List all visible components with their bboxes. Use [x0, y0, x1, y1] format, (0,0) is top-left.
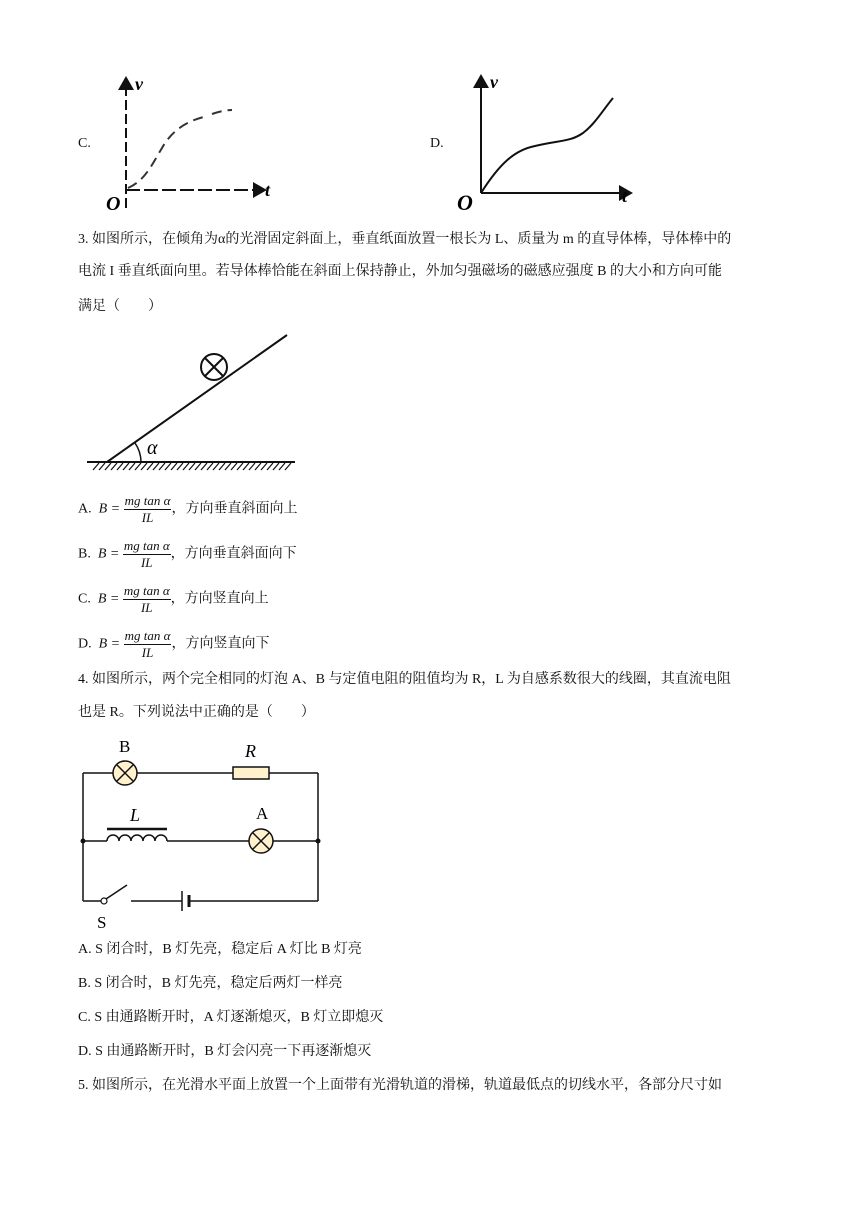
- q3-incline-figure: [85, 330, 305, 470]
- v-axis-label: v: [490, 72, 498, 92]
- q3-option-b: B. B = $\frac{\text{mg tan α}}{IL}$ ，方向垂直斜面向下: [78, 538, 297, 570]
- angle-arc: [135, 443, 141, 462]
- v-axis-label: v: [135, 74, 143, 94]
- q4-option-a: A. S 闭合时，B 灯先亮，稳定后 A 灯比 B 灯亮: [78, 942, 362, 957]
- inductor-coil: [107, 835, 167, 841]
- origin-label: O: [106, 193, 121, 215]
- resistor-r: [233, 767, 269, 779]
- velocity-curve-c: [128, 110, 232, 188]
- switch-label: S: [97, 913, 107, 932]
- junction-left: [81, 839, 86, 844]
- q2-graph-c: [100, 68, 280, 218]
- ground-hatching: [93, 463, 291, 470]
- velocity-curve-d: [481, 98, 613, 193]
- q4-text-line1: 4. 如图所示，两个完全相同的灯泡 A、B 与定值电阻的阻值均为 R，L 为自感系数很大的线圈，其直流电阻: [78, 672, 731, 687]
- angle-label: α: [147, 437, 158, 459]
- bulb-a: [249, 829, 273, 853]
- q4-option-b: B. S 闭合时，B 灯先亮，稳定后两灯一样亮: [78, 976, 343, 991]
- bulb-b: [113, 761, 137, 785]
- q3-option-d: D. B = $\frac{\text{mg tan α}}{IL}$ ，方向竖直向下: [78, 628, 270, 660]
- q4-option-c: C. S 由通路断开时，A 灯逐渐熄灭，B 灯立即熄灭: [78, 1010, 384, 1025]
- t-axis-label: t: [265, 180, 271, 200]
- q2-option-d-label: D.: [430, 136, 444, 151]
- q2-option-c-label: C.: [78, 136, 91, 151]
- resistor-label: R: [245, 741, 256, 761]
- formula-fraction: $\frac{\text{mg tan α}}{IL}$: [124, 493, 171, 525]
- origin-label: O: [457, 190, 473, 215]
- q3-text-line2: 电流 I 垂直纸面向里。若导体棒恰能在斜面上保持静止，外加匀强磁场的磁感应强度 B 的大小和方向可能: [78, 264, 722, 279]
- junction-right: [316, 839, 321, 844]
- switch-s: [106, 885, 127, 899]
- q4-option-d: D. S 由通路断开时，B 灯会闪亮一下再逐渐熄灭: [78, 1044, 372, 1059]
- inductor-label: L: [130, 805, 141, 825]
- formula-fraction: $\frac{\text{mg tan α}}{IL}$: [123, 583, 170, 615]
- formula-fraction: $\frac{\text{mg tan α}}{IL}$: [123, 538, 170, 570]
- bulb-a-label: A: [256, 804, 269, 823]
- incline-line: [107, 335, 287, 462]
- q3-text-line1: 3. 如图所示，在倾角为α的光滑固定斜面上，垂直纸面放置一根长为 L、质量为 m 的直导体棒，导体棒中的: [78, 232, 732, 247]
- q4-circuit-diagram: [75, 733, 335, 933]
- q3-option-c: C. B = $\frac{\text{mg tan α}}{IL}$ ，方向竖直向上: [78, 583, 269, 615]
- t-axis-label: t: [622, 186, 628, 206]
- q3-option-a: A. B = $\frac{\text{mg tan α}}{IL}$ ，方向垂直斜面向上: [78, 493, 298, 525]
- q4-text-line2: 也是 R。下列说法中正确的是（ ）: [78, 705, 315, 720]
- bulb-b-label: B: [119, 737, 131, 756]
- q2-graph-d: [455, 68, 635, 218]
- conductor-rod-into-page: [201, 354, 227, 380]
- formula-fraction: $\frac{\text{mg tan α}}{IL}$: [124, 628, 171, 660]
- q3-text-line3: 满足（ ）: [78, 299, 162, 314]
- q5-text-line1: 5. 如图所示，在光滑水平面上放置一个上面带有光滑轨道的滑梯，轨道最低点的切线水平，各部分尺寸如: [78, 1078, 722, 1093]
